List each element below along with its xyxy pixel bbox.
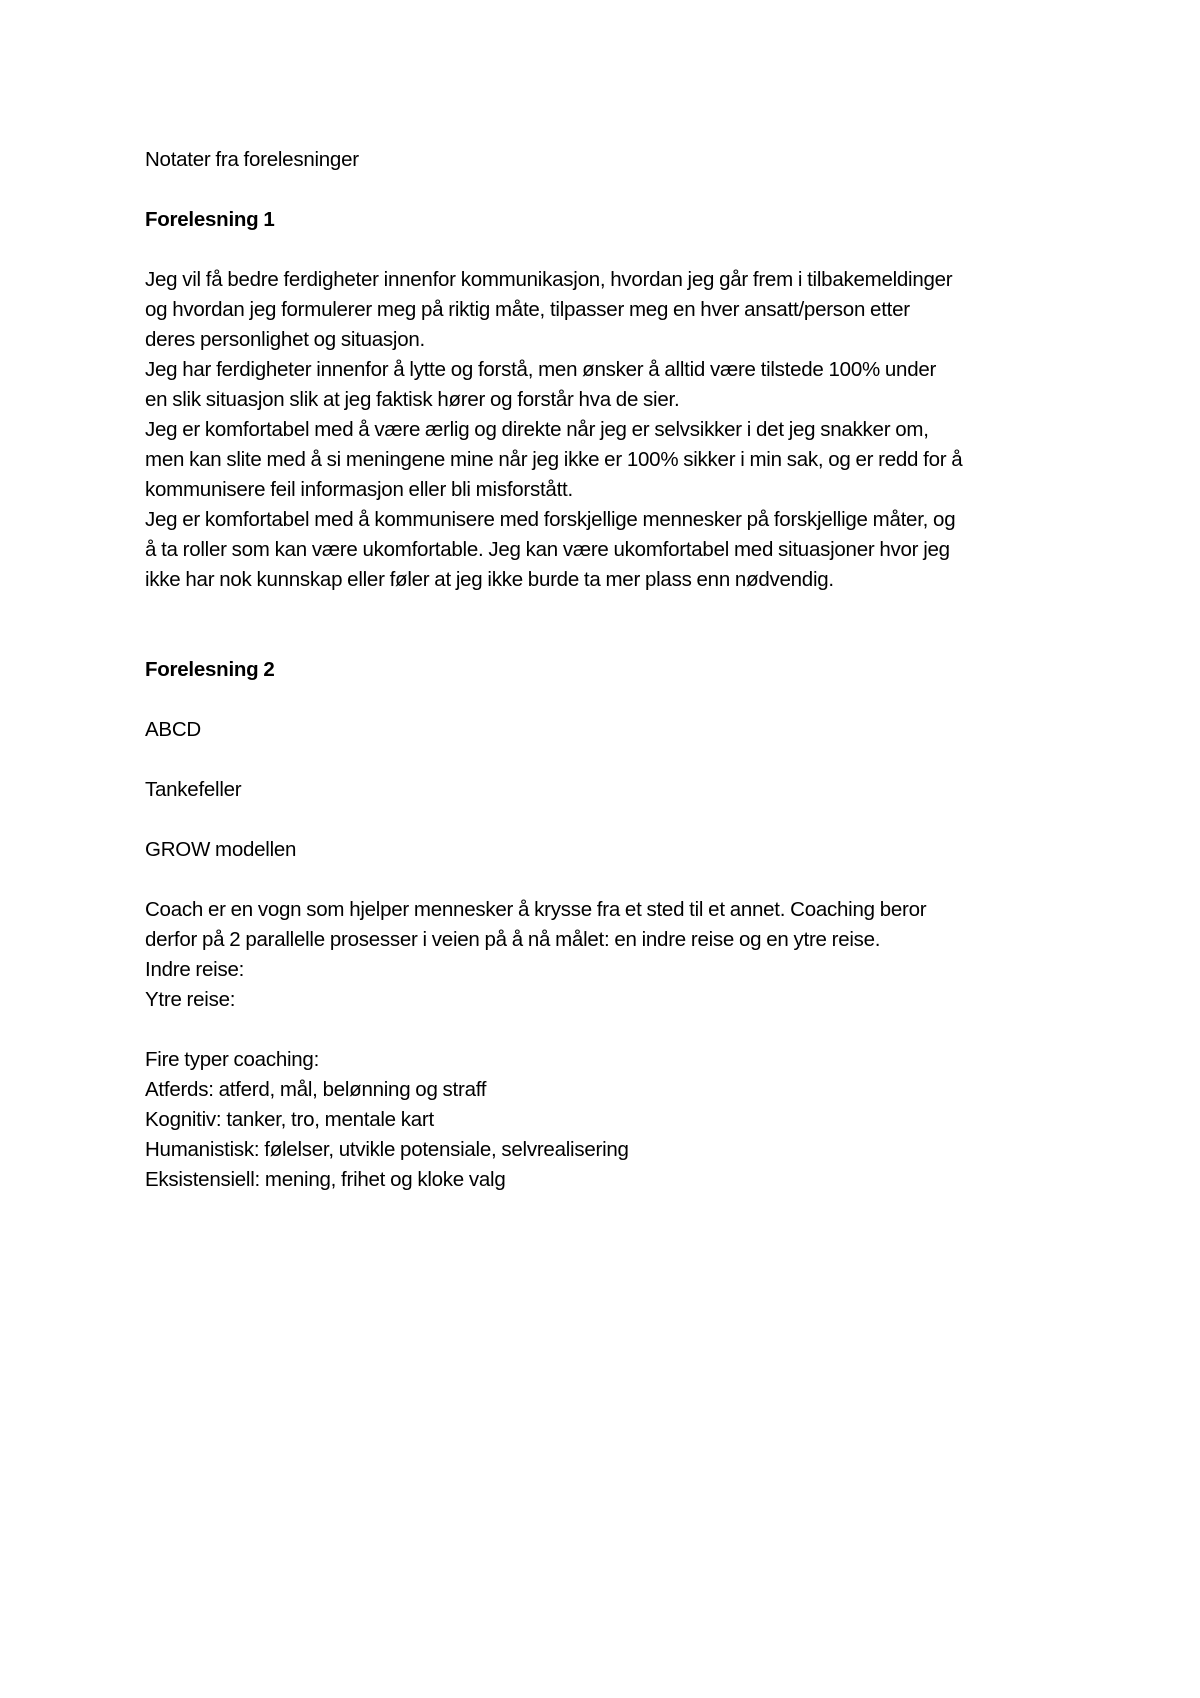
text-line: men kan slite med å si meningene mine når jeg ikke er 100% sikker i min sak, og er redd for å [145, 448, 963, 471]
lecture-1-heading: Forelesning 1 [145, 208, 275, 231]
coaching-types-list [145, 1045, 1085, 1195]
topic-tankefeller: Tankefeller [145, 778, 242, 801]
list-item: Kognitiv: tanker, tro, mentale kart [145, 1108, 434, 1131]
text-line: ikke har nok kunnskap eller føler at jeg ikke burde ta mer plass enn nødvendig. [145, 568, 834, 591]
text-line: Jeg vil få bedre ferdigheter innenfor kommunikasjon, hvordan jeg går frem i tilbakemeldinger [145, 268, 953, 291]
spacer [145, 685, 1085, 715]
lecture-2-heading: Forelesning 2 [145, 658, 275, 681]
spacer [145, 235, 1085, 265]
text-line: å ta roller som kan være ukomfortable. Jeg kan være ukomfortabel med situasjoner hvor jeg [145, 538, 950, 561]
list-item: Humanistisk: følelser, utvikle potensiale, selvrealisering [145, 1138, 629, 1161]
spacer [145, 595, 1085, 655]
spacer [145, 865, 1085, 895]
text-line: en slik situasjon slik at jeg faktisk hører og forstår hva de sier. [145, 388, 680, 411]
text-line: Jeg er komfortabel med å være ærlig og direkte når jeg er selvsikker i det jeg snakker om, [145, 418, 929, 441]
text-line: derfor på 2 parallelle prosesser i veien på å nå målet: en indre reise og en ytre reise. [145, 928, 881, 951]
text-line: og hvordan jeg formulerer meg på riktig måte, tilpasser meg en hver ansatt/person etter [145, 298, 910, 321]
list-item: Atferds: atferd, mål, belønning og straff [145, 1078, 487, 1101]
text-line: deres personlighet og situasjon. [145, 328, 425, 351]
coach-paragraph [145, 895, 1085, 1015]
text-line: Coach er en vogn som hjelper mennesker å krysse fra et sted til et annet. Coaching beror [145, 898, 927, 921]
text-line: kommunisere feil informasjon eller bli misforstått. [145, 478, 573, 501]
list-title: Fire typer coaching: [145, 1048, 320, 1071]
text-line: Indre reise: [145, 958, 245, 981]
text-line: Jeg er komfortabel med å kommunisere med forskjellige mennesker på forskjellige måter, og [145, 508, 956, 531]
text-line: Ytre reise: [145, 988, 236, 1011]
document-body [145, 145, 1085, 1195]
topic-abcd: ABCD [145, 718, 201, 741]
list-item: Eksistensiell: mening, frihet og kloke valg [145, 1168, 506, 1191]
document-title: Notater fra forelesninger [145, 148, 359, 171]
spacer [145, 175, 1085, 205]
spacer [145, 1015, 1085, 1045]
text-line: Jeg har ferdigheter innenfor å lytte og forstå, men ønsker å alltid være tilstede 100% under [145, 358, 937, 381]
lecture-1-paragraphs [145, 265, 1085, 595]
topic-grow-modellen: GROW modellen [145, 838, 297, 861]
spacer [145, 745, 1085, 775]
spacer [145, 805, 1085, 835]
